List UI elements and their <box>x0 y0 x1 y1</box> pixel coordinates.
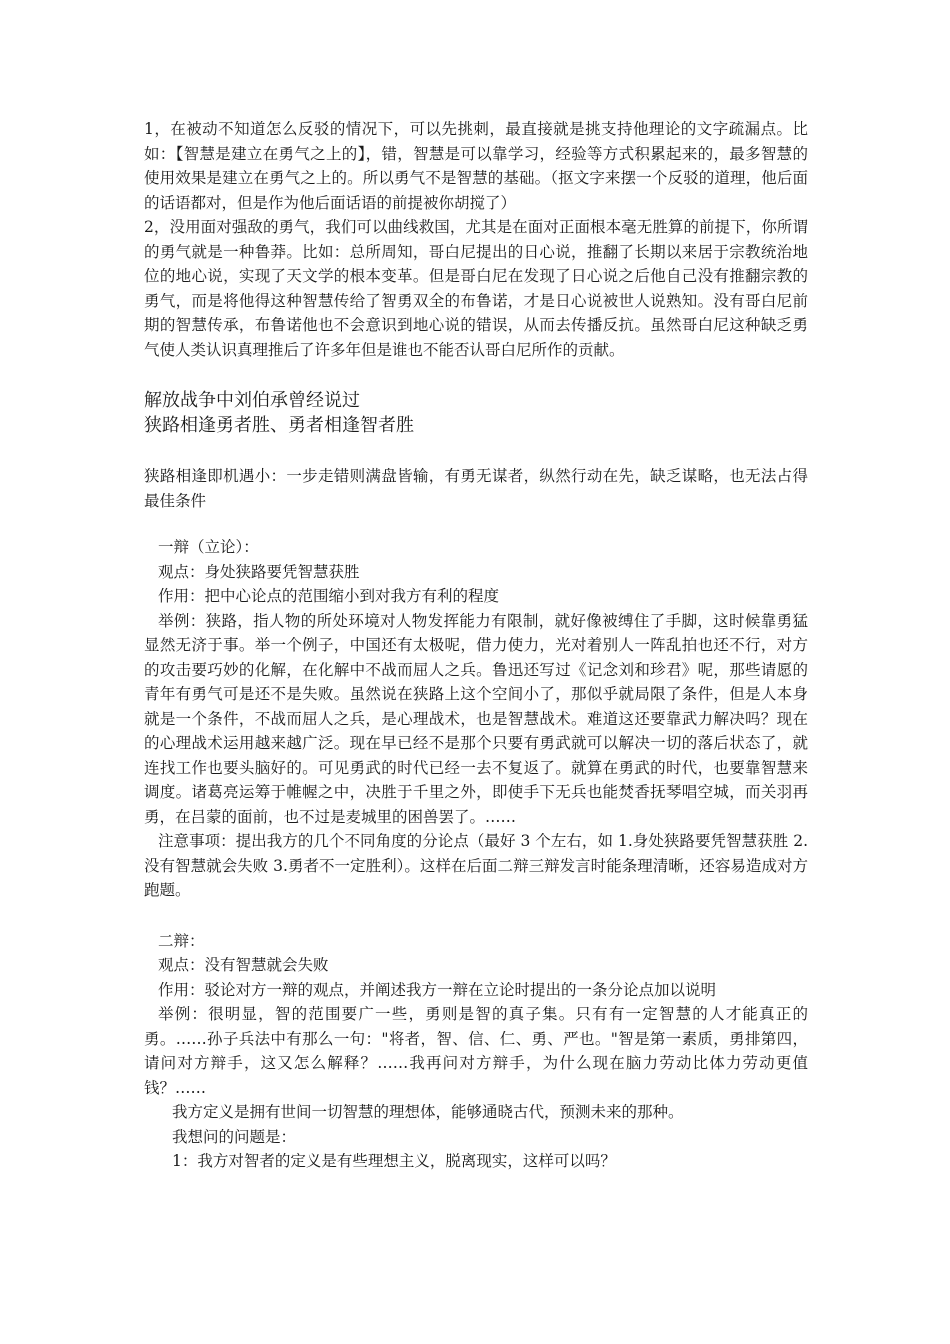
intro-point-1: 1，在被动不知道怎么反驳的情况下，可以先挑刺，最直接就是挑支持他理论的文字疏漏点。比如：【智慧是建立在勇气之上的】，错，智慧是可以靠学习，经验等方式积累起来的，最多智慧的使用效果是建立在勇气之上的。所以勇气不是智慧的基础。（抠文字来摆一个反驳的道理，他后面的话语都对，但是作为他后面话语的前提被你胡搅了） <box>144 120 808 212</box>
debate2-definition: 我方定义是拥有世间一切智慧的理想体，能够通晓古代，预测未来的那种。 <box>172 1103 684 1121</box>
definition-paragraph: 狭路相逢即机遇小：一步走错则满盘皆输，有勇无谋者，纵然行动在先，缺乏谋略，也无法占得最佳条件 <box>144 467 808 510</box>
debate1-title: 一辩（立论）： <box>158 538 259 556</box>
spacer <box>144 362 808 388</box>
debate1-view: 观点：身处狭路要凭智慧获胜 <box>158 562 360 581</box>
debate2-question-intro: 我想问的问题是： <box>172 1127 297 1146</box>
document-page <box>144 117 808 1174</box>
debate1-role: 作用：把中心论点的范围缩小到对我方有利的程度 <box>158 587 500 605</box>
intro-point-2: 2，没用面对强敌的勇气，我们可以曲线救国，尤其是在面对正面根本毫无胜算的前提下，你所谓的勇气就是一种鲁莽。比如：总所周知，哥白尼提出的日心说，推翻了长期以来居于宗教统治地位的地心说，实现了天文学的根本变革。但是哥白尼在发现了日心说之后他自己没有推翻宗教的勇气，而是将他得这种智慧传给了智勇双全的布鲁诺，才是日心说被世人说熟知。没有哥白尼前期的智慧传承，布鲁诺他也不会意识到地心说的错误，从而去传播反抗。虽然哥白尼这种缺乏勇气使人类认识真理推后了许多年但是谁也不能否认哥白尼所作的贡献。 <box>144 218 808 359</box>
debate1-example: 举例：狭路，指人物的所处环境对人物发挥能力有限制，就好像被缚住了手脚，这时候靠勇猛显然无济于事。举一个例子，中国还有太极呢，借力使力，光对着别人一阵乱拍也还不行，对方的攻击要巧妙的化解，在化解中不战而屈人之兵。鲁迅还写过《记念刘和珍君》呢，那些请愿的青年有勇气可是还不是失败。虽然说在狭路上这个空间小了，那似乎就局限了条件，但是人本身就是一个条件，不战而屈人之兵，是心理战术，也是智慧战术。难道这还要靠武力解决吗？现在的心理战术运用越来越广泛。现在早已经不是那个只要有勇武就可以解决一切的落后状态了，就连找工作也要头脑好的。可见勇武的时代已经一去不复返了。就算在勇武的时代，也要靠智慧来调度。诸葛亮运筹于帷幄之中，决胜于千里之外，即使手下无兵也能焚香抚琴唱空城，而关羽再勇，在吕蒙的面前，也不过是麦城里的困兽罢了。…… <box>144 611 808 826</box>
spacer <box>144 513 808 535</box>
spacer <box>144 438 808 464</box>
debate2-view: 观点：没有智慧就会失败 <box>158 956 329 974</box>
spacer <box>144 903 808 929</box>
debate2-question-1: 1：我方对智者的定义是有些理想主义，脱离现实，这样可以吗？ <box>172 1152 616 1170</box>
quote-heading-line-2: 狭路相逢勇者胜、勇者相逢智者胜 <box>144 415 414 436</box>
debate2-example: 举例：很明显，智的范围要广一些，勇则是智的真子集。只有有一定智慧的人才能真正的勇。……孙子兵法中有那么一句："将者，智、信、仁、勇、严也。"智是第一素质，勇排第四，请问对方辩手，这又怎么解释？……我再问对方辩手，为什么现在脑力劳动比体力劳动更值钱？…… <box>144 1005 808 1097</box>
debate2-title: 二辩： <box>158 931 205 950</box>
quote-heading-line-1: 解放战争中刘伯承曾经说过 <box>144 390 360 411</box>
debate2-role: 作用：驳论对方一辩的观点，并阐述我方一辩在立论时提出的一条分论点加以说明 <box>158 980 717 999</box>
debate1-note: 注意事项：提出我方的几个不同角度的分论点（最好 3 个左右，如 1.身处狭路要凭智慧获胜 2.没有智慧就会失败 3.勇者不一定胜利）。这样在后面二辩三辩发言时能条理清晰，还容易造成对方跑题。 <box>144 832 809 899</box>
